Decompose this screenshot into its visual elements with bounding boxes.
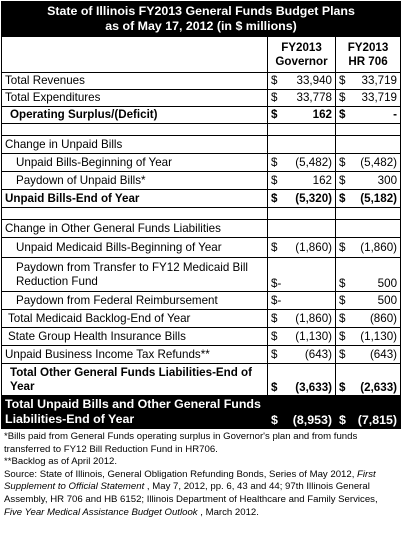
value-hr706 [336,172,401,190]
value: (1,130) [360,329,398,343]
row-label: Unpaid Medicaid Bills-Beginning of Year [2,238,268,258]
section-header: Change in Other General Funds Liabilities [2,220,268,238]
table-row [2,258,401,292]
value-hr706 [336,364,401,396]
value: (1,860) [295,240,332,254]
row-label: State Group Health Insurance Bills [2,328,268,346]
value-hr706 [336,396,401,429]
grand-total-row [2,396,401,429]
dollar-sign: $ [271,108,278,121]
header-hr706-line2: HR 706 [348,54,388,68]
value-governor [268,154,336,172]
dollar-sign: $ [339,347,346,361]
value-hr706 [336,154,401,172]
value-hr706 [336,90,401,107]
header-governor-line2: Governor [275,54,328,68]
value: (7,815) [357,413,398,427]
row-label: Total Revenues [2,73,268,90]
budget-table [1,1,401,429]
value-hr706 [336,346,401,364]
row-label: Total Expenditures [2,90,268,107]
value-hr706 [336,258,401,292]
dollar-sign: $ [339,277,346,290]
value-hr706 [336,292,401,310]
source-note [4,469,397,519]
dollar-sign: $ [339,311,346,325]
row-label: Paydown from Transfer to FY12 Medicaid Bill Reduction Fund [2,258,268,292]
row-label: Paydown from Federal Reimbursement [2,292,268,310]
empty-cell [268,220,336,238]
value-hr706 [336,328,401,346]
dollar-sign: $ [271,74,278,87]
dollar-sign: $ [271,91,278,104]
value-governor [268,190,336,208]
value-governor [268,258,336,292]
value: 162 [312,108,332,121]
row-label: Unpaid Business Income Tax Refunds** [2,346,268,364]
table-row [2,364,401,396]
value-governor [268,90,336,107]
value: - [393,108,398,121]
empty-cell [268,136,336,154]
value: (8,953) [292,413,332,427]
value-hr706 [336,190,401,208]
value: 300 [377,173,398,187]
dollar-sign: $ [271,191,278,205]
table-row [2,90,401,107]
dollar-sign: $ [339,413,346,427]
dollar-sign: $ [339,293,346,307]
value-governor [268,364,336,396]
table-row [2,328,401,346]
source-text: , March 2012. [197,506,259,518]
table-row [2,154,401,172]
value-governor [268,396,336,429]
footnotes [1,429,400,519]
title-line-1: State of Illinois FY2013 General Funds Budget Plans [47,4,355,18]
table-row [2,310,401,328]
value-governor [268,238,336,258]
value: (1,860) [295,311,332,325]
dollar-sign: $ [271,155,278,169]
value: 33,778 [296,91,332,104]
table-row [2,238,401,258]
value: - [277,277,282,290]
footnote-1: *Bills paid from General Funds operating surplus in Governor's plan and from funds transferred to FY12 Bill Reduction Fund in HR706. [4,431,358,455]
dollar-sign: $ [339,329,346,343]
value: 500 [377,293,398,307]
value: (5,482) [360,155,398,169]
header-blank [2,37,268,73]
table-row [2,172,401,190]
budget-table-container [1,1,400,519]
dollar-sign: $ [271,381,278,394]
spacer-row [2,208,401,220]
value: 33,940 [296,74,332,87]
value: 162 [312,173,332,187]
value: (5,482) [295,155,332,169]
value: (860) [369,311,398,325]
source-title-italic: First Supplement to Official Statement [4,468,376,493]
value-governor [268,107,336,124]
value: 33,719 [361,91,398,104]
value: (2,633) [360,381,398,394]
empty-cell [336,136,401,154]
dollar-sign: $ [339,240,346,254]
row-label: Total Other General Funds Liabilities-End of Year [2,364,268,396]
value-governor [268,310,336,328]
table-row [2,220,401,238]
row-label: Unpaid Bills-End of Year [2,190,268,208]
dollar-sign: $ [339,108,346,121]
footnote-2: **Backlog as of April 2012. [4,456,118,468]
value-governor [268,292,336,310]
dollar-sign: $ [339,173,346,187]
value: (5,320) [295,191,332,205]
column-header-row [2,37,401,73]
value-governor [268,346,336,364]
dollar-sign: $ [271,240,278,254]
source-text: , May 7, 2012, pp. 6, 43 and 44; 97th Illinois General Assembly, HR 706 and HB 6152; Illinois Department of Healthcare and Family Services, [4,481,378,505]
value: 33,719 [361,74,398,87]
dollar-sign: $ [271,413,278,427]
source-text: Source: State of Illinois, General Obligation Refunding Bonds, Series of May 2012, [4,468,358,480]
value: 500 [377,277,398,290]
dollar-sign: $ [271,347,278,361]
value: (643) [369,347,398,361]
table-row [2,190,401,208]
dollar-sign: $ [339,91,346,104]
header-governor-line1: FY2013 [281,40,322,54]
row-label: Total Medicaid Backlog-End of Year [2,310,268,328]
value: (1,860) [360,240,398,254]
dollar-sign: $ [271,293,278,307]
dollar-sign: $ [271,173,278,187]
dollar-sign: $ [271,277,278,290]
source-title-italic: Five Year Medical Assistance Budget Outlook [4,506,198,518]
title-line-2: as of May 17, 2012 (in $ millions) [105,19,297,33]
value-hr706 [336,73,401,90]
row-label: Paydown of Unpaid Bills* [2,172,268,190]
value-hr706 [336,310,401,328]
value: - [277,293,282,307]
table-title [2,2,401,37]
table-row [2,73,401,90]
header-hr706 [336,37,401,73]
title-row [2,2,401,37]
value-hr706 [336,238,401,258]
value-governor [268,328,336,346]
value: (643) [304,347,332,361]
value-governor [268,73,336,90]
value: (3,633) [295,381,332,394]
dollar-sign: $ [339,381,346,394]
table-row [2,107,401,124]
value: (1,130) [295,329,332,343]
value-hr706 [336,107,401,124]
row-label: Total Unpaid Bills and Other General Funds Liabilities-End of Year [2,396,268,429]
table-row [2,136,401,154]
section-header: Change in Unpaid Bills [2,136,268,154]
empty-cell [336,220,401,238]
table-row [2,292,401,310]
spacer-row [2,124,401,136]
table-row [2,346,401,364]
value: (5,182) [360,191,398,205]
dollar-sign: $ [271,329,278,343]
header-hr706-line1: FY2013 [347,40,389,54]
header-governor [268,37,336,73]
row-label: Unpaid Bills-Beginning of Year [2,154,268,172]
dollar-sign: $ [339,191,346,205]
dollar-sign: $ [271,311,278,325]
value-governor [268,172,336,190]
dollar-sign: $ [339,155,346,169]
row-label: Operating Surplus/(Deficit) [2,107,268,124]
dollar-sign: $ [339,74,346,87]
